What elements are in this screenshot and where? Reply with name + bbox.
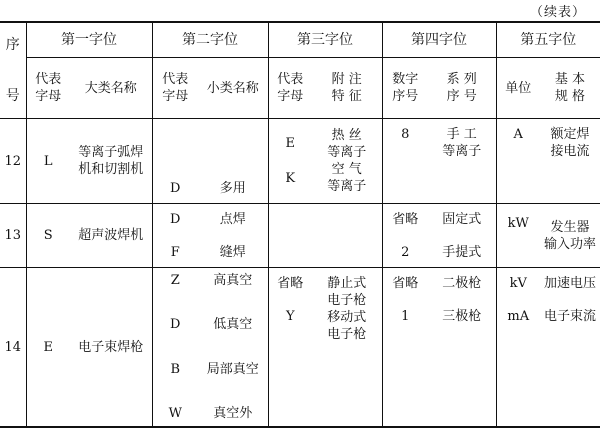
spec-cell: 额定焊 接电流 xyxy=(550,127,590,159)
series-seq-header: 系 列 序 号 xyxy=(428,58,496,119)
basic-spec-header: 基 本 规 格 xyxy=(540,58,600,119)
position3-header: 第三字位 xyxy=(268,22,382,58)
category-cell: 超声波焊机 xyxy=(78,228,144,243)
note-feature-header: 附 注 特 征 xyxy=(312,58,382,119)
digit-cell: 省略 1 xyxy=(382,268,428,428)
letter1-cell: L xyxy=(26,119,70,204)
seq-header: 序 号 xyxy=(0,22,26,119)
code-letter-header-1: 代表字母 xyxy=(26,58,70,119)
code-letter-header-3: 代表字母 xyxy=(268,58,312,119)
seq-cell: 12 xyxy=(4,153,22,169)
subcategory-cell: 多用 xyxy=(219,181,246,196)
letter3-cell: 省略 Y xyxy=(268,268,312,428)
series-cell: 固定式 手提式 xyxy=(442,211,482,260)
letter1-cell: S xyxy=(26,204,70,268)
subcategory-cell: 点焊 缝焊 xyxy=(219,211,246,260)
unit-cell: kV mA xyxy=(496,268,540,428)
position4-header: 第四字位 xyxy=(382,22,496,58)
category-cell: 电子束焊枪 xyxy=(78,339,144,355)
spec-cell: 发生器 输入功率 xyxy=(543,219,596,252)
letter3-cell xyxy=(268,204,312,268)
spec-cell: 加速电压 电子束流 xyxy=(543,276,596,324)
position5-header: 第五字位 xyxy=(496,22,600,58)
letter3-cell: E K xyxy=(268,119,312,204)
series-cell: 二极枪 三极枪 xyxy=(442,276,482,324)
note-cell xyxy=(312,204,382,268)
note-cell: 静止式 电子枪 移动式 电子枪 xyxy=(327,276,367,342)
position1-header: 第一字位 xyxy=(26,22,152,58)
seq-cell: 14 xyxy=(4,339,22,355)
continued-label: （续表） xyxy=(529,5,586,20)
subcategory-name-header: 小类名称 xyxy=(198,58,268,119)
position2-header: 第二字位 xyxy=(152,22,268,58)
subcategory-cell: 高真空 低真空 局部真空 真空外 xyxy=(206,273,259,421)
category-cell: 等离子弧焊 机和切割机 xyxy=(78,145,144,177)
seq-cell: 13 xyxy=(4,228,22,243)
digit-cell: 8 xyxy=(382,119,428,204)
letter2-cell: D F xyxy=(152,204,198,268)
digit-cell: 省略 2 xyxy=(382,204,428,268)
note-cell: 热 丝 等离子 空 气 等离子 xyxy=(327,128,367,194)
welding-code-table xyxy=(0,21,600,428)
table-row xyxy=(0,204,600,268)
letter2-cell: Z D B W xyxy=(152,268,198,428)
digit-seq-header: 数字序号 xyxy=(382,58,428,119)
table-row xyxy=(0,119,600,204)
letter2-cell: D xyxy=(152,119,198,204)
table-row xyxy=(0,268,600,428)
unit-cell: A xyxy=(496,119,540,204)
series-cell: 手 工 等离子 xyxy=(442,127,482,159)
unit-header: 单位 xyxy=(496,58,540,119)
unit-cell: kW xyxy=(496,204,540,268)
code-letter-header-2: 代表字母 xyxy=(152,58,198,119)
category-name-header: 大类名称 xyxy=(70,58,152,119)
letter1-cell: E xyxy=(26,268,70,428)
